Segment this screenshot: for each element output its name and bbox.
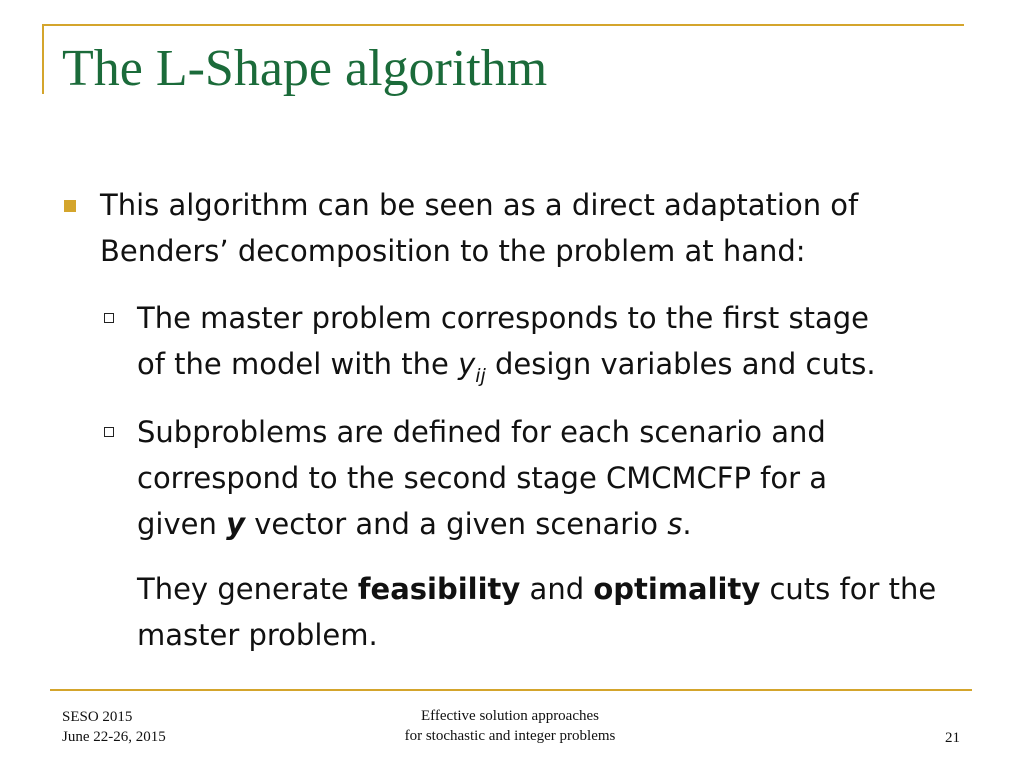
frame-left-rule — [42, 24, 44, 94]
frame-top-rule — [42, 24, 964, 26]
hollow-square-bullet-icon — [104, 427, 114, 437]
cont-line-1 — [137, 566, 987, 612]
footer-event — [62, 707, 166, 747]
slide-title: The L-Shape algorithm — [62, 40, 548, 97]
slide-page-number: 21 — [945, 730, 960, 746]
optimality-term: optimality — [593, 572, 761, 606]
footer-event-date: June 22-26, 2015 — [62, 729, 166, 745]
square-bullet-icon — [64, 200, 76, 212]
footer-center-line-2: for stochastic and integer problems — [404, 728, 616, 744]
sub-bullet-master-problem — [137, 295, 987, 399]
bullet-line-2: Benders’ decomposition to the problem at hand: — [100, 234, 806, 268]
cont-post: cuts for the — [760, 572, 937, 606]
hollow-square-bullet-icon — [104, 313, 114, 323]
sub2-line-3-pre: given — [137, 507, 227, 541]
sub1-line-2-post: design variables and cuts. — [485, 347, 876, 381]
variable-subscript-ij: ij — [475, 365, 486, 387]
sub2-line-3-post: . — [682, 507, 692, 541]
sub2-line-3 — [137, 501, 987, 547]
sub2-line-3-mid: vector and a given scenario — [244, 507, 668, 541]
bullet-line-1: This algorithm can be seen as a direct adaptation of — [100, 188, 859, 222]
variable-y: y — [458, 347, 476, 381]
cont-pre: They generate — [137, 572, 358, 606]
sub2-line-2: correspond to the second stage CMCMCFP for a — [137, 461, 828, 495]
variable-s: s — [667, 507, 683, 541]
cont-line-2: master problem. — [137, 618, 378, 652]
sub-bullet-continuation — [137, 566, 987, 658]
footer-course-title — [300, 706, 720, 746]
sub1-line-2-pre: of the model with the — [137, 347, 459, 381]
footer-event-name: SESO 2015 — [62, 709, 133, 725]
footer-center-line-1: Effective solution approaches — [421, 708, 599, 724]
cont-mid: and — [520, 572, 594, 606]
sub2-line-1: Subproblems are defined for each scenario and — [137, 415, 826, 449]
sub1-line-1: The master problem corresponds to the first stage — [137, 301, 869, 335]
feasibility-term: feasibility — [357, 572, 521, 606]
footer-rule — [50, 689, 972, 691]
sub1-line-2 — [137, 341, 987, 399]
sub-bullet-subproblems — [137, 409, 987, 547]
bullet-paragraph — [100, 182, 980, 274]
variable-y-vector: y — [226, 507, 245, 541]
